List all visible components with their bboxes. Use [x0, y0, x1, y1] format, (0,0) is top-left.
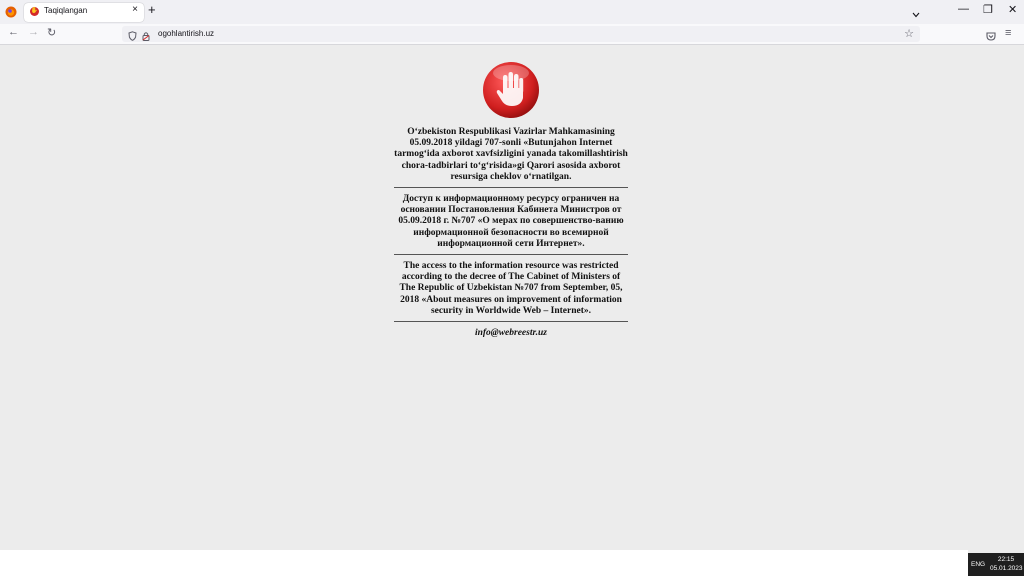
close-window-button[interactable]: ✕	[1008, 4, 1018, 16]
clock-time[interactable]: 22:15	[997, 556, 1015, 563]
minimize-button[interactable]: —	[958, 3, 969, 15]
firefox-menu-icon[interactable]	[3, 4, 19, 20]
taskbar-tray	[968, 553, 1024, 576]
address-bar[interactable]	[122, 26, 920, 42]
block-notice	[394, 127, 628, 339]
app-menu-button[interactable]: ≡	[1005, 27, 1012, 39]
clock-date[interactable]: 05.01.2023	[990, 565, 1023, 572]
tab-list-chevron-icon[interactable]	[912, 5, 920, 23]
tab-taqiqlangan[interactable]	[24, 3, 144, 22]
tab-favicon-icon: ✋	[30, 8, 39, 14]
restore-button[interactable]: ❐	[983, 4, 993, 16]
pocket-icon[interactable]	[986, 28, 996, 46]
forward-button[interactable]: →	[28, 26, 39, 38]
shield-icon[interactable]	[128, 28, 137, 46]
tab-close-icon[interactable]: ×	[132, 4, 138, 15]
navigation-toolbar	[0, 24, 1024, 45]
bookmark-star-icon[interactable]: ☆	[904, 28, 914, 40]
lock-icon[interactable]	[142, 28, 150, 46]
url-text[interactable]: ogohlantirish.uz	[158, 29, 215, 38]
notice-english: The access to the information resource was restricted according to the decree of The Cabinet of Ministers of The Republic of Uzbekistan №707 from September, 05, 2018 «About measures on improvement of information security in Worldwide Web – Internet».	[399, 261, 623, 316]
page-content	[0, 45, 1024, 550]
language-indicator[interactable]: ENG	[971, 561, 986, 568]
new-tab-button[interactable]: +	[148, 2, 156, 17]
divider	[394, 321, 628, 322]
notice-russian: Доступ к информационному ресурсу ограничен на основании Постановления Кабинета Министров от 05.09.2018 г. №707 «О мерах по совершенство-ванию информационной безопасности во всемирной информационной сети Интернет».	[398, 194, 624, 249]
stop-hand-icon	[482, 61, 540, 119]
tab-title: Taqiqlangan	[44, 6, 88, 15]
bottom-strip	[0, 550, 968, 576]
divider	[394, 254, 628, 255]
contact-email: info@webreestr.uz	[474, 328, 548, 339]
notice-uzbek: O‘zbekiston Respublikasi Vazirlar Mahkamasining 05.09.2018 yildagi 707-sonli «Butunjahon Internet tarmog‘ida axborot xavfsizligini yanada takomillashtirish chora-tadbirlari to‘g‘risida»gi Qarori asosida axborot resursiga cheklov o‘rnatilgan.	[394, 127, 628, 182]
reload-button[interactable]: ↻	[47, 27, 57, 39]
divider	[394, 187, 628, 188]
tab-strip	[0, 0, 1024, 24]
back-button[interactable]: ←	[8, 26, 19, 38]
